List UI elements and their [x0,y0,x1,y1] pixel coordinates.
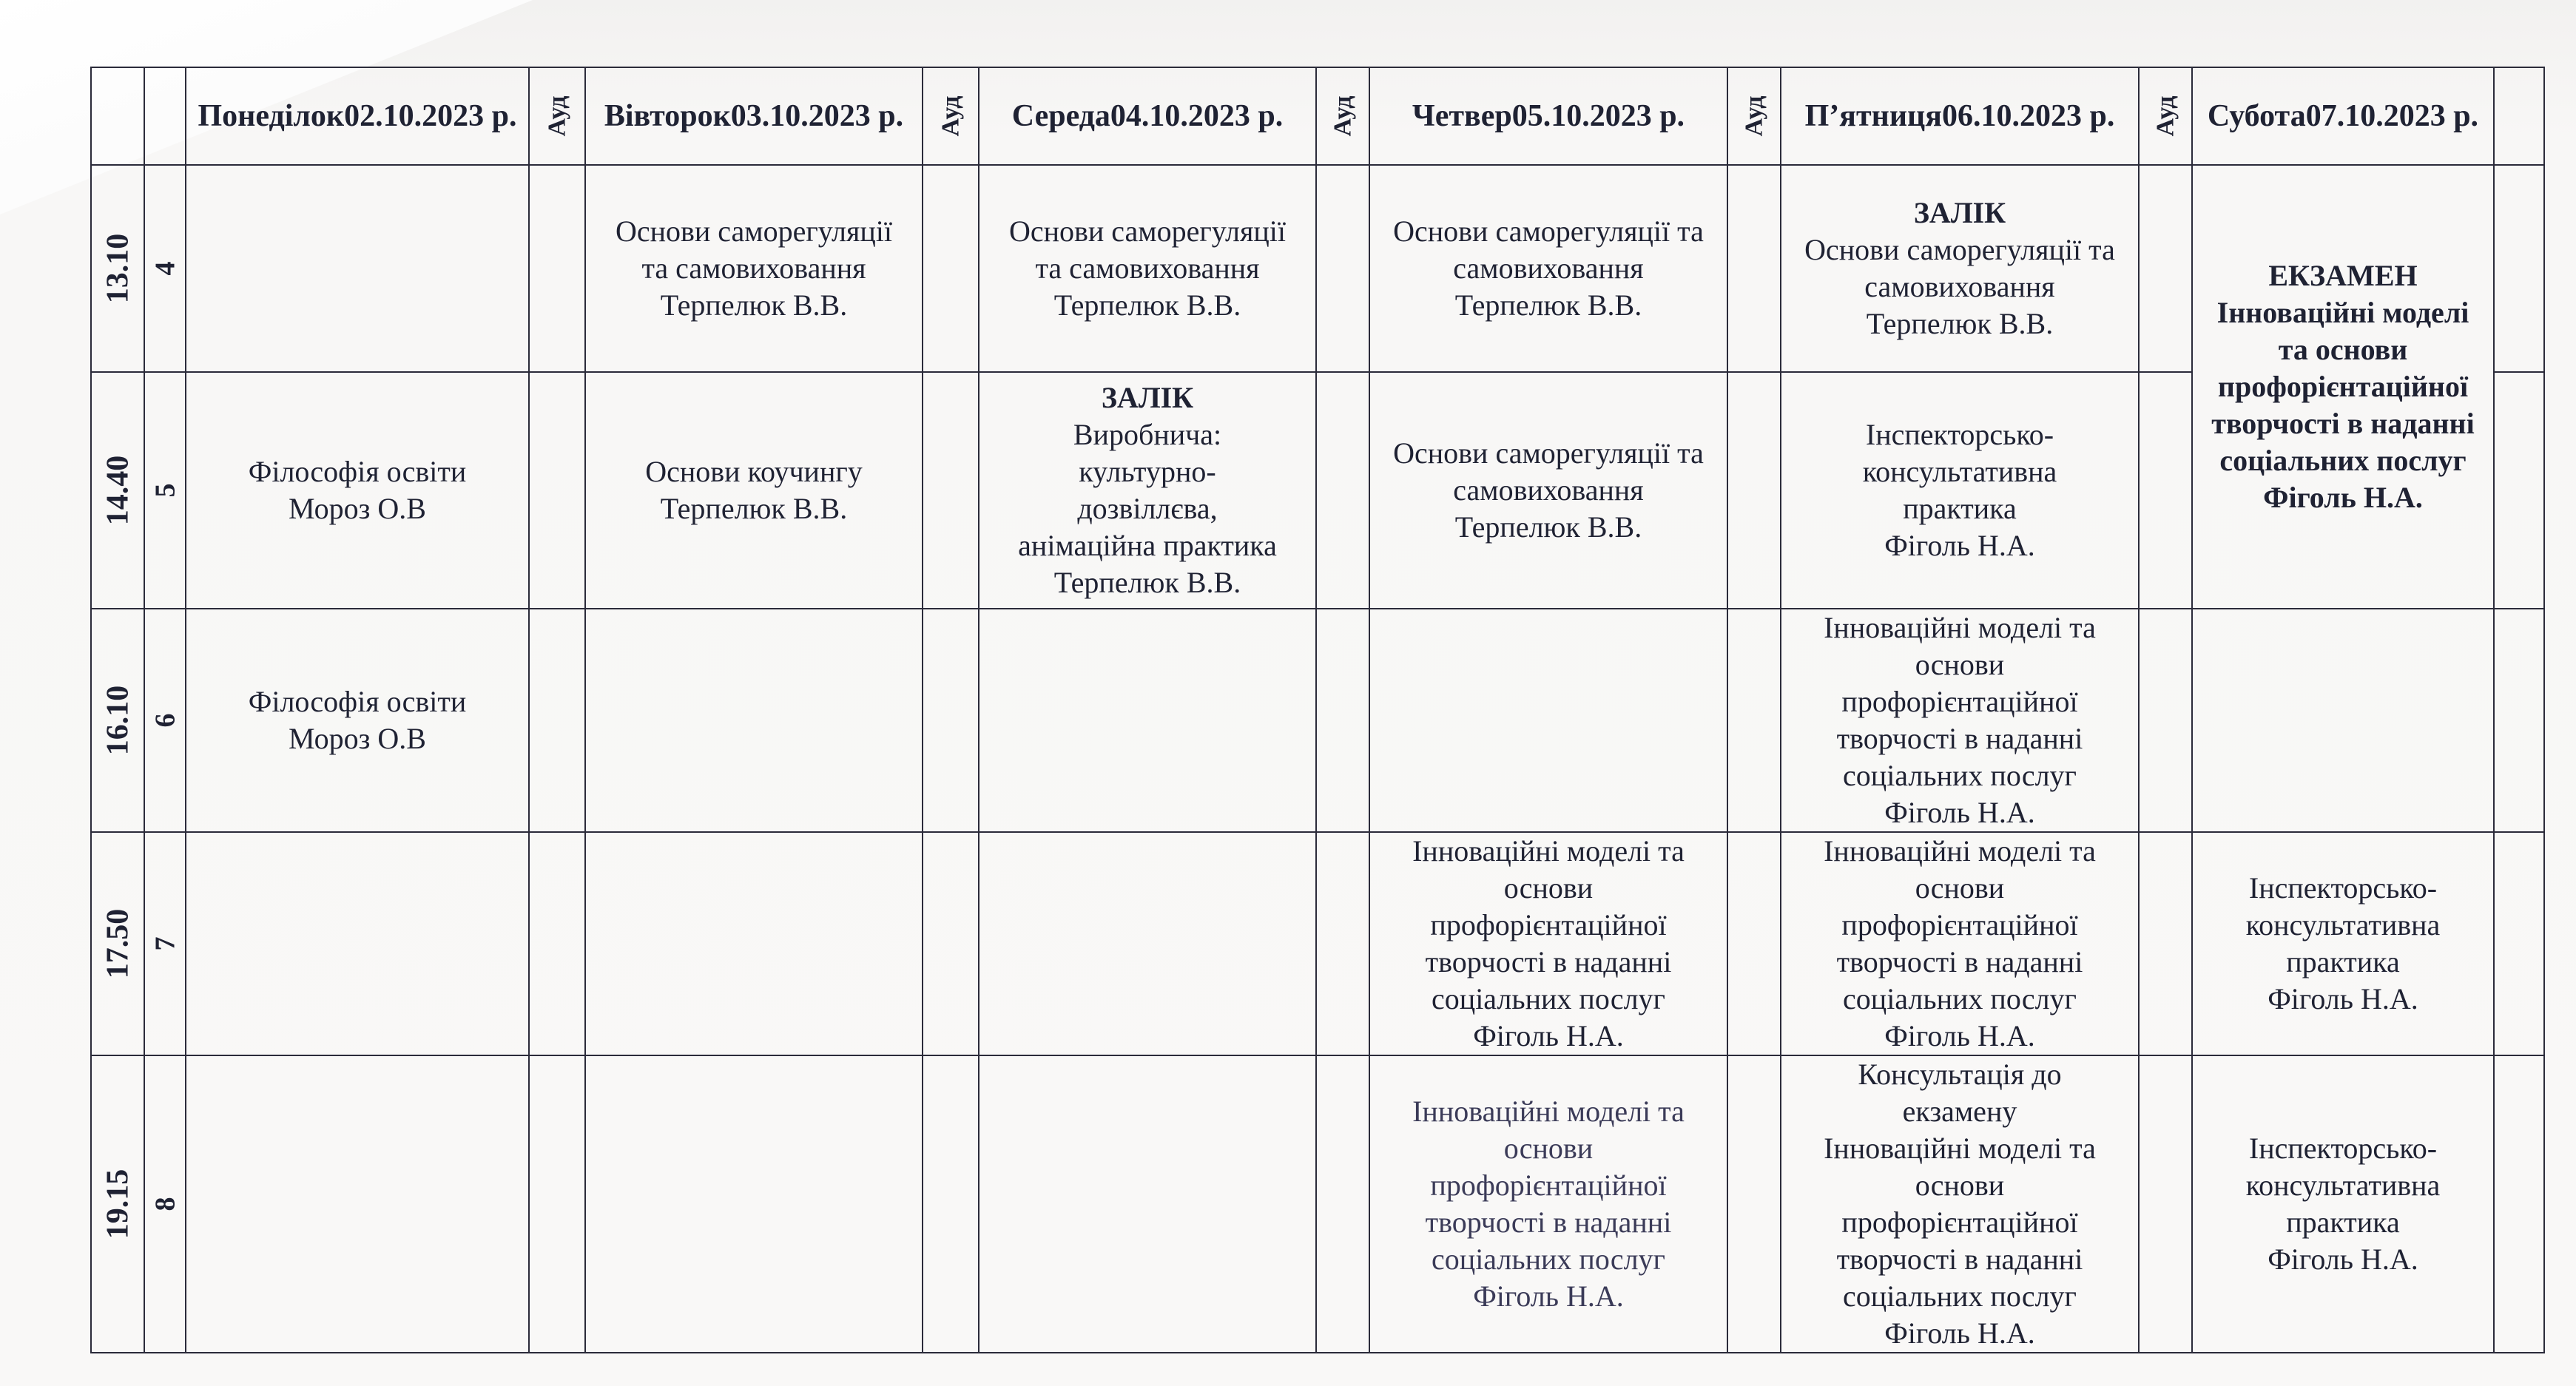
header-corner-num [144,67,186,165]
time-row [91,609,2544,832]
class-cell-tue [585,1055,923,1353]
header-day-wed [979,67,1316,165]
aud-cell [1316,372,1369,609]
time-slot: 13.10 [91,165,144,372]
credit-label: ЗАЛІК [1913,196,2006,229]
lesson-number: 4 [144,165,186,372]
aud-cell [2494,609,2544,832]
header-row [91,67,2544,165]
lesson-number: 7 [144,832,186,1055]
class-cell-wed: ЗАЛІК Виробнича: культурно- дозвіллєва, анімаційна практика Терпелюк В.В. [979,372,1316,609]
class-cell-mon [186,1055,529,1353]
header-day-tue [585,67,923,165]
class-cell-thu: Основи саморегуляції та самовиховання Терпелюк В.В. [1369,165,1727,372]
time-slot: 14.40 [91,372,144,609]
aud-cell [2139,832,2192,1055]
aud-header [1316,67,1369,165]
class-cell-wed: Основи саморегуляції та самовиховання Терпелюк В.В. [979,165,1316,372]
aud-cell [2139,372,2192,609]
day-name: Вівторок [604,99,731,133]
aud-cell [2139,1055,2192,1353]
class-cell-fri: Інноваційні моделі та основи профорієнтаційної творчості в наданні соціальних послуг Фіголь Н.А. [1781,609,2139,832]
day-date: 03.10.2023 р. [730,99,904,133]
aud-cell [529,609,585,832]
time-slot: 16.10 [91,609,144,832]
aud-cell [1727,165,1781,372]
header-day-mon [186,67,529,165]
class-cell-sat-exam: ЕКЗАМЕН Інноваційні моделі та основи профорієнтаційної творчості в наданні соціальних послуг Фіголь Н.А. [2192,165,2494,609]
class-cell-fri: ЗАЛІК Основи саморегуляції та самовиховання Терпелюк В.В. [1781,165,2139,372]
aud-header [1727,67,1781,165]
header-day-thu [1369,67,1727,165]
day-name: Понеділок [198,99,345,133]
class-cell-tue: Основи саморегуляції та самовиховання Терпелюк В.В. [585,165,923,372]
aud-cell [1316,609,1369,832]
class-cell-mon: Філософія освіти Мороз О.В [186,372,529,609]
time-row [91,372,2544,609]
aud-cell [923,165,979,372]
aud-cell [1316,165,1369,372]
day-name: Четвер [1412,99,1512,133]
aud-label: Ауд [1739,95,1767,137]
aud-cell [529,1055,585,1353]
class-cell-mon [186,165,529,372]
lesson-number: 8 [144,1055,186,1353]
aud-cell [923,832,979,1055]
header-day-fri [1781,67,2139,165]
class-cell-wed [979,1055,1316,1353]
aud-cell [529,165,585,372]
day-date: 06.10.2023 р. [1941,99,2115,133]
class-cell-thu: Інноваційні моделі та основи профорієнтаційної творчості в наданні соціальних послуг Фіголь Н.А. [1369,1055,1727,1353]
credit-label: ЗАЛІК [1101,381,1194,414]
class-cell-sat [2192,609,2494,832]
aud-cell [2494,832,2544,1055]
aud-cell [923,1055,979,1353]
class-cell-thu: Інноваційні моделі та основи профорієнтаційної творчості в наданні соціальних послуг Фіголь Н.А. [1369,832,1727,1055]
aud-header [529,67,585,165]
lesson-number: 5 [144,372,186,609]
aud-cell [923,372,979,609]
aud-cell [2494,165,2544,372]
day-date: 05.10.2023 р. [1511,99,1685,133]
exam-label: ЕКЗАМЕН [2268,259,2418,292]
aud-cell [2139,609,2192,832]
day-name: П’ятниця [1804,99,1942,133]
header-trailing [2494,67,2544,165]
aud-cell [529,372,585,609]
day-date: 04.10.2023 р. [1110,99,1284,133]
class-cell-tue [585,609,923,832]
day-name: Середа [1011,99,1110,133]
class-cell-fri: Інноваційні моделі та основи профорієнтаційної творчості в наданні соціальних послуг Фіголь Н.А. [1781,832,2139,1055]
aud-cell [1727,1055,1781,1353]
time-row [91,1055,2544,1353]
aud-label: Ауд [1328,95,1356,137]
aud-cell [2139,165,2192,372]
class-cell-fri: Інспекторсько- консультативна практика Фіголь Н.А. [1781,372,2139,609]
aud-cell [1727,609,1781,832]
time-row [91,832,2544,1055]
class-cell-wed [979,609,1316,832]
day-date: 02.10.2023 р. [344,99,517,133]
aud-cell [1727,832,1781,1055]
aud-cell [2494,372,2544,609]
aud-header [923,67,979,165]
aud-cell [2494,1055,2544,1353]
class-cell-tue [585,832,923,1055]
class-cell-mon: Філософія освіти Мороз О.В [186,609,529,832]
aud-label: Ауд [542,95,570,137]
lesson-number: 6 [144,609,186,832]
class-cell-tue: Основи коучингу Терпелюк В.В. [585,372,923,609]
time-row [91,165,2544,372]
aud-cell [923,609,979,832]
class-cell-thu: Основи саморегуляції та самовиховання Терпелюк В.В. [1369,372,1727,609]
aud-label: Ауд [2151,95,2179,137]
aud-cell [1316,832,1369,1055]
schedule-table [90,67,2545,1353]
class-cell-mon [186,832,529,1055]
time-slot: 17.50 [91,832,144,1055]
aud-cell [1316,1055,1369,1353]
class-cell-sat: Інспекторсько- консультативна практика Фіголь Н.А. [2192,1055,2494,1353]
aud-header [2139,67,2192,165]
header-corner-time [91,67,144,165]
time-slot: 19.15 [91,1055,144,1353]
class-cell-fri: Консультація до екзамену Інноваційні моделі та основи профорієнтаційної творчості в наданні соціальних послуг Фіголь Н.А. [1781,1055,2139,1353]
aud-label: Ауд [936,95,964,137]
day-name: Субота [2207,99,2306,133]
aud-cell [529,832,585,1055]
aud-cell [1727,372,1781,609]
day-date: 07.10.2023 р. [2305,99,2479,133]
header-day-sat [2192,67,2494,165]
class-cell-thu [1369,609,1727,832]
class-cell-wed [979,832,1316,1055]
class-cell-sat: Інспекторсько- консультативна практика Фіголь Н.А. [2192,832,2494,1055]
